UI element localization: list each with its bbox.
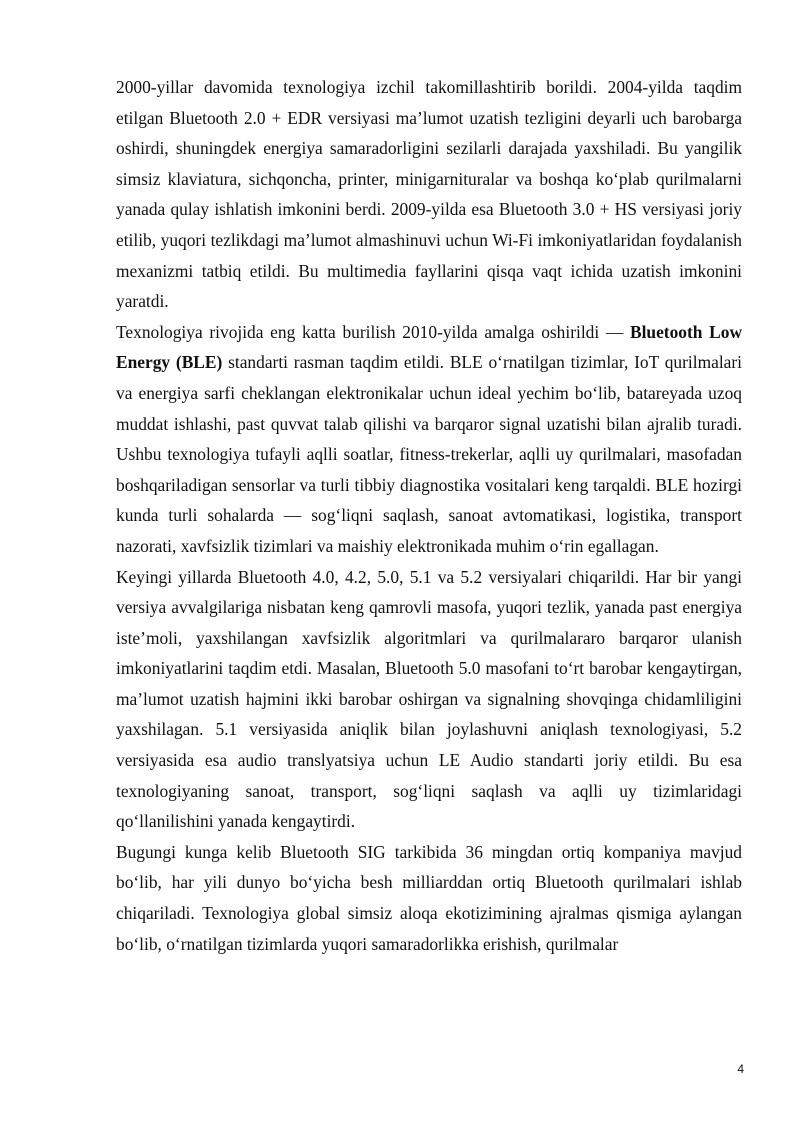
ble-term: Bluetooth Low Energy (BLE)	[116, 321, 742, 373]
paragraph-2	[116, 317, 742, 562]
paragraph-3	[116, 562, 742, 837]
paragraph-1	[116, 72, 742, 317]
paragraph-4-text: Bugungi kunga kelib Bluetooth SIG tarkibida 36 mingdan ortiq kompaniya mavjud boʻlib, har yili dunyo boʻyicha besh milliarddan ortiq Bluetooth qurilmalari ishlab chiqariladi. Texnologiya global simsiz aloqa ekotizimining ajralmas qismiga aylangan boʻlib, oʻrnatilgan tizimlarda yuqori samaradorlikka erishish, qurilmalar	[116, 841, 742, 954]
body-text	[116, 72, 742, 959]
paragraph-1-text: 2000-yillar davomida texnologiya izchil takomillashtirib borildi. 2004-yilda taqdim etilgan Bluetooth 2.0 + EDR versiyasi maʼlumot uzatish tezligini deyarli uch barobarga oshirdi, shuningdek energiya samaradorligini sezilarli darajada yaxshiladi. Bu yangilik simsiz klaviatura, sichqoncha, printer, minigarnituralar va boshqa koʻplab qurilmalarni yanada qulay ishlatish imkonini berdi. 2009-yilda esa Bluetooth 3.0 + HS versiyasi joriy etilib, yuqori tezlikdagi maʼlumot almashinuvi uchun Wi-Fi imkoniyatlaridan foydalanish mexanizmi tatbiq etildi. Bu multimedia fayllarini qisqa vaqt ichida uzatish imkonini yaratdi.	[116, 77, 742, 312]
paragraph-3-text: Keyingi yillarda Bluetooth 4.0, 4.2, 5.0, 5.1 va 5.2 versiyalari chiqarildi. Har bir yangi versiya avvalgilariga nisbatan keng qamrovli masofa, yuqori tezlik, yanada past energiya isteʼmoli, yaxshilangan xavfsizlik algoritmlari va qurilmalararo barqaror ulanish imkoniyatlarini taqdim etdi. Masalan, Bluetooth 5.0 masofani toʻrt barobar kengaytirgan, maʼlumot uzatish hajmini ikki barobar oshirgan va signalning shovqinga chidamliligini yaxshilagan. 5.1 versiyasida aniqlik bilan joylashuvni aniqlash texnologiyasi, 5.2 versiyasida esa audio translyatsiya uchun LE Audio standarti joriy etildi. Bu esa texnologiyaning sanoat, transport, sogʻliqni saqlash va aqlli uy tizimlaridagi qoʻllanilishini yanada kengaytirdi.	[116, 566, 742, 832]
paragraph-4	[116, 837, 742, 959]
paragraph-2-intro: Texnologiya rivojida eng katta burilish 2010-yilda amalga oshirildi —	[116, 321, 630, 342]
page-number: 4	[737, 1062, 744, 1076]
paragraph-2-rest: standarti rasman taqdim etildi. BLE oʻrnatilgan tizimlar, IoT qurilmalari va energiya sarfi cheklangan elektronikalar uchun ideal yechim boʻlib, batareyada uzoq muddat ishlashi, past quvvat talab qilishi va barqaror signal uzatishi bilan ajralib turadi. Ushbu texnologiya tufayli aqlli soatlar, fitness-trekerlar, aqlli uy qurilmalari, masofadan boshqariladigan sensorlar va turli tibbiy diagnostika vositalari keng tarqaldi. BLE hozirgi kunda turli sohalarda — sogʻliqni saqlash, sanoat avtomatikasi, logistika, transport nazorati, xavfsizlik tizimlari va maishiy elektronikada muhim oʻrin egallagan.	[116, 352, 742, 556]
